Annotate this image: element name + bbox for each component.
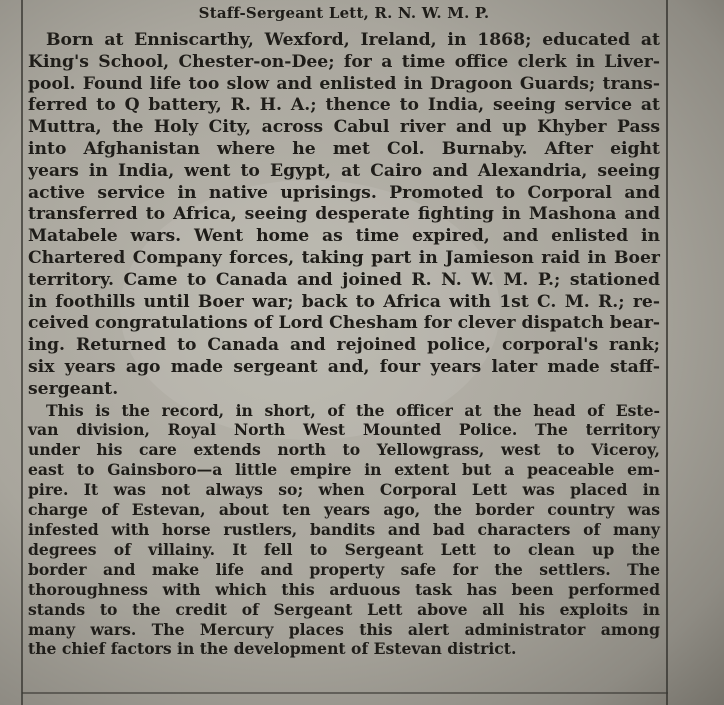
text-line: This is the record, in short, of the officer at the head of Este- <box>46 400 660 420</box>
text-line: charge of Estevan, about ten years ago, the border country was <box>28 500 660 520</box>
text-line: infested with horse rustlers, bandits and bad characters of many <box>28 519 660 539</box>
text-line: in foothills until Boer war; back to Africa with 1st C. M. R.; re- <box>28 291 660 312</box>
text-line: ceived congratulations of Lord Chesham for clever dispatch bear- <box>28 313 661 334</box>
text-line: active service in native uprisings. Promoted to Corporal and <box>28 182 660 203</box>
text-line: thoroughness with which this arduous task has been performed <box>28 579 660 599</box>
text-line: east to Gainsboro—a little empire in extent but a peaceable em- <box>28 460 660 480</box>
column-rule-right <box>666 0 668 705</box>
article-column <box>28 2 660 659</box>
column-rule-bottom <box>22 692 668 694</box>
text-line: Matabele wars. Went home as time expired, and enlisted in <box>28 226 660 247</box>
text-line: Chartered Company forces, taking part in Jamieson raid in Boer <box>28 247 660 268</box>
text-line: years in India, went to Egypt, at Cairo and Alexandria, seeing <box>28 160 660 181</box>
text-line: King's School, Chester-on-Dee; for a time office clerk in Liver- <box>28 51 660 72</box>
text-line: ing. Returned to Canada and rejoined police, corporal's rank; <box>28 335 660 356</box>
article-headline: Staff-Sergeant Lett, R. N. W. M. P. <box>198 4 490 22</box>
article-paragraph-1 <box>28 30 660 401</box>
text-line: territory. Came to Canada and joined R. N. W. M. P.; stationed <box>28 269 660 290</box>
text-line: Born at Enniscarthy, Wexford, Ireland, in 1868; educated at <box>46 30 660 50</box>
text-line: the chief factors in the development of Estevan district. <box>28 639 517 659</box>
text-line: sergeant. <box>28 378 119 399</box>
text-line: six years ago made sergeant and, four years later made staff- <box>28 356 660 377</box>
column-rule-left <box>21 0 23 705</box>
text-line: transferred to Africa, seeing desperate fighting in Mashona and <box>28 204 660 225</box>
text-line: pool. Found life too slow and enlisted in Dragoon Guards; trans- <box>28 73 660 94</box>
text-line: Muttra, the Holy City, across Cabul river and up Khyber Pass <box>28 117 660 138</box>
text-line: pire. It was not always so; when Corporal Lett was placed in <box>28 480 660 500</box>
text-line: stands to the credit of Sergeant Lett above all his exploits in <box>28 599 660 619</box>
text-line: into Afghanistan where he met Col. Burnaby. After eight <box>28 138 660 159</box>
text-line: ferred to Q battery, R. H. A.; thence to India, seeing service at <box>28 95 660 116</box>
article-paragraph-2 <box>28 401 660 660</box>
text-line: many wars. The Mercury places this alert administrator among <box>28 619 660 639</box>
text-line: degrees of villainy. It fell to Sergeant Lett to clean up the <box>28 539 660 559</box>
text-line: border and make life and property safe for the settlers. The <box>28 559 660 579</box>
text-line: van division, Royal North West Mounted Police. The territory <box>28 420 660 440</box>
text-line: under his care extends north to Yellowgrass, west to Viceroy, <box>28 440 660 460</box>
